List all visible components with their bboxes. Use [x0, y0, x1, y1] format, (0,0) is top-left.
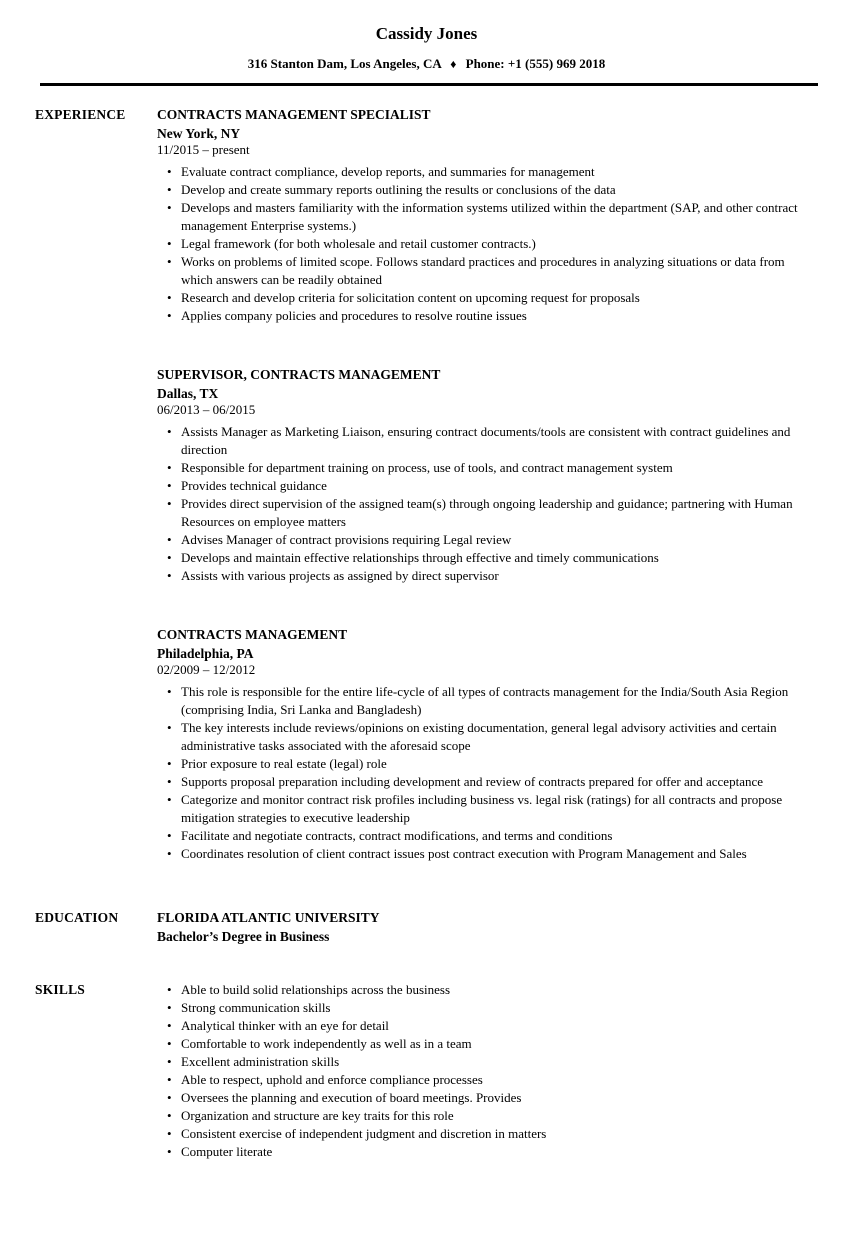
bullet-item: • Evaluate contract compliance, develop reports, and summaries for management — [157, 163, 818, 181]
skill-item: • Able to respect, uphold and enforce compliance processes — [157, 1071, 818, 1089]
job-dates: 02/2009 – 12/2012 — [157, 662, 256, 677]
job-title: CONTRACTS MANAGEMENT SPECIALIST — [157, 107, 431, 122]
bullet-item: • Supports proposal preparation including development and review of contracts prepared for offer and acceptance — [157, 773, 818, 791]
skill-item: • Able to build solid relationships across the business — [157, 981, 818, 999]
job-title: SUPERVISOR, CONTRACTS MANAGEMENT — [157, 367, 441, 382]
job-bullet-list — [157, 683, 818, 863]
skill-item: • Oversees the planning and execution of board meetings. Provides — [157, 1089, 818, 1107]
education-section — [35, 908, 818, 946]
experience-section-label: EXPERIENCE — [35, 107, 126, 122]
skills-section — [35, 980, 818, 1161]
job-location: New York, NY — [157, 126, 241, 141]
job-bullet-list — [157, 423, 818, 585]
bullet-item: • Provides technical guidance — [157, 477, 818, 495]
skill-item: • Comfortable to work independently as well as in a team — [157, 1035, 818, 1053]
job-bullet-list — [157, 163, 818, 325]
job-location: Philadelphia, PA — [157, 646, 254, 661]
bullet-item: • Works on problems of limited scope. Follows standard practices and procedures in analyzing situations or data from which answers can be readily obtained — [157, 253, 818, 289]
bullet-item: • Assists Manager as Marketing Liaison, ensuring contract documents/tools are consistent with contract guidelines and direction — [157, 423, 818, 459]
experience-section-content — [157, 105, 818, 863]
job-entry — [157, 625, 818, 863]
bullet-item: • Responsible for department training on process, use of tools, and contract management system — [157, 459, 818, 477]
job-title: CONTRACTS MANAGEMENT — [157, 627, 348, 642]
job-location: Dallas, TX — [157, 386, 219, 401]
job-entry — [157, 365, 818, 585]
skill-item: • Excellent administration skills — [157, 1053, 818, 1071]
skills-section-label: SKILLS — [35, 982, 85, 997]
bullet-item: • This role is responsible for the entire life-cycle of all types of contracts management for the India/South Asia Region (comprising India, Sri Lanka and Bangladesh) — [157, 683, 818, 719]
education-degree: Bachelor’s Degree in Business — [157, 929, 330, 944]
bullet-item: • Advises Manager of contract provisions requiring Legal review — [157, 531, 818, 549]
education-section-content — [157, 908, 818, 946]
bullet-item: • Facilitate and negotiate contracts, contract modifications, and terms and conditions — [157, 827, 818, 845]
skills-list — [157, 981, 818, 1161]
bullet-item: • Legal framework (for both wholesale and retail customer contracts.) — [157, 235, 818, 253]
bullet-item: • Prior exposure to real estate (legal) role — [157, 755, 818, 773]
job-entry — [157, 105, 818, 325]
experience-section — [35, 105, 818, 863]
contact-address: 316 Stanton Dam, Los Angeles, CA — [247, 56, 441, 71]
bullet-item: • Coordinates resolution of client contract issues post contract execution with Program Management and Sales — [157, 845, 818, 863]
skill-item: • Strong communication skills — [157, 999, 818, 1017]
skill-item: • Organization and structure are key traits for this role — [157, 1107, 818, 1125]
header-divider — [40, 83, 818, 86]
bullet-item: • Categorize and monitor contract risk profiles including business vs. legal risk (ratings) for all contracts and propose mitigation strategies to executive leadership — [157, 791, 818, 827]
contact-phone: Phone: +1 (555) 969 2018 — [465, 56, 606, 71]
bullet-item: • Assists with various projects as assigned by direct supervisor — [157, 567, 818, 585]
skill-item: • Analytical thinker with an eye for detail — [157, 1017, 818, 1035]
skill-item: • Consistent exercise of independent judgment and discretion in matters — [157, 1125, 818, 1143]
bullet-item: • Develops and maintain effective relationships through effective and timely communications — [157, 549, 818, 567]
education-school: FLORIDA ATLANTIC UNIVERSITY — [157, 910, 380, 925]
skills-section-content — [157, 980, 818, 1161]
education-section-label: EDUCATION — [35, 910, 119, 925]
bullet-item: • The key interests include reviews/opinions on existing documentation, general legal advisory activities and certain administrative tasks associated with the aforesaid scope — [157, 719, 818, 755]
bullet-item: • Applies company policies and procedures to resolve routine issues — [157, 307, 818, 325]
bullet-item: • Develops and masters familiarity with the information systems utilized within the department (SAP, and other contract management Enterprise systems.) — [157, 199, 818, 235]
job-dates: 11/2015 – present — [157, 142, 250, 157]
bullet-item: • Research and develop criteria for solicitation content on upcoming request for proposals — [157, 289, 818, 307]
candidate-name: Cassidy Jones — [375, 24, 478, 43]
bullet-item: • Provides direct supervision of the assigned team(s) through ongoing leadership and guidance; partnering with Human Resources on employee matters — [157, 495, 818, 531]
diamond-separator-icon: ♦ — [450, 57, 457, 71]
skill-item: • Computer literate — [157, 1143, 818, 1161]
bullet-item: • Develop and create summary reports outlining the results or conclusions of the data — [157, 181, 818, 199]
contact-line — [35, 56, 818, 72]
resume-header — [35, 22, 818, 72]
job-dates: 06/2013 – 06/2015 — [157, 402, 256, 417]
